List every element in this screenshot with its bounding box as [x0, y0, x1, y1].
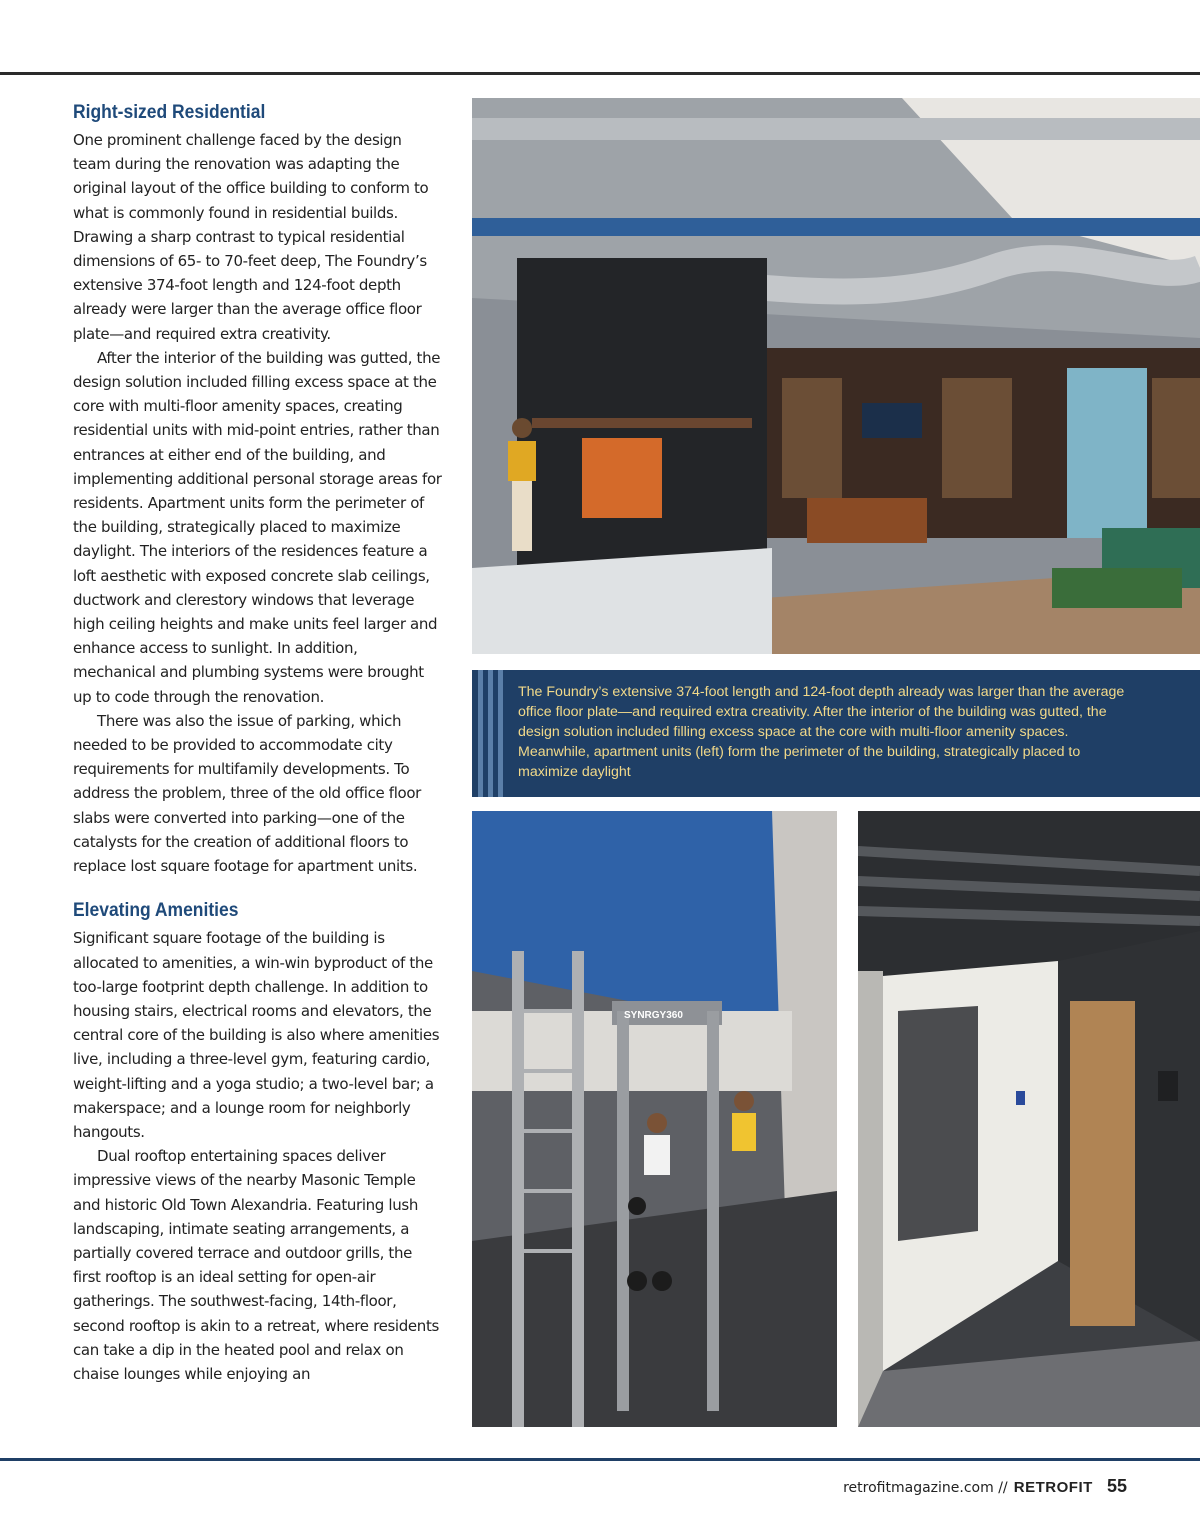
page-number: 55: [1106, 1476, 1127, 1496]
caption-accent-bar: [478, 670, 483, 797]
caption-text: The Foundry’s extensive 374-foot length and 124-foot depth already was larger than the average office floor plate—and required extra creativity. After the interior of the building was gutted, the design solution included filling excess space at the core with multi-floor amenity spaces. Meanwhile, apartment units (left) form the perimeter of the building, strategically placed to maximize daylight: [518, 684, 1125, 780]
footer-site: retrofitmagazine.com //: [843, 1480, 1008, 1496]
caption-accent-bar: [498, 670, 503, 797]
lounge-photo: [472, 98, 1200, 654]
corridor-photo: [858, 811, 1200, 1427]
section-heading-residential: Right-sized Residential: [73, 102, 266, 123]
paragraph: One prominent challenge faced by the design team during the renovation was adapting the original layout of the office building to conform to what is commonly found in residential builds. Drawing a sharp contrast to typical residential dimensions of 65- to 70-feet deep, The Foundry’s extensive 374-foot length and 124-foot depth already were larger than the average office floor plate—and required extra creativity.: [73, 131, 429, 343]
article-text-column: [73, 100, 443, 1386]
page-footer: [843, 1476, 1127, 1497]
photo-caption: [472, 670, 1200, 797]
bottom-rule: [0, 1458, 1200, 1461]
top-rule: [0, 72, 1200, 75]
section-heading-amenities: Elevating Amenities: [73, 900, 239, 922]
footer-magazine-name: RETROFIT: [1013, 1479, 1093, 1496]
paragraph: Dual rooftop entertaining spaces deliver impressive views of the nearby Masonic Temple and historic Old Town Alexandria. Featuring lush landscaping, intimate seating arrangements, a partially covered terrace and outdoor grills, the first rooftop is an ideal setting for open-air gatherings. The southwest-facing, 14th-floor, second rooftop is akin to a retreat, where residents can take a dip in the heated pool and relax on chaise lounges while enjoying an: [73, 1147, 439, 1383]
paragraph: There was also the issue of parking, which needed to be provided to accommodate city requirements for multifamily developments. To address the problem, three of the old office floor slabs were converted into parking—one of the catalysts for the creation of additional floors to replace lost square footage for apartment units.: [73, 711, 422, 876]
paragraph: After the interior of the building was gutted, the design solution included filling excess space at the core with multi-floor amenity spaces, creating residential units with mid-point entries, rather than entrances at either end of the building, and implementing additional personal storage areas for residents. Apartment units form the perimeter of the building, strategically placed to maximize daylight. The interiors of the residences feature a loft aesthetic with exposed concrete slab ceilings, ductwork and clerestory windows that leverage high ceiling heights and make units feel larger and enhance access to sunlight. In addition, mechanical and plumbing systems were brought up to code through the renovation.: [73, 348, 442, 706]
paragraph: Significant square footage of the building is allocated to amenities, a win-win byproduct of the too-large footprint depth challenge. In addition to housing stairs, electrical rooms and elevators, the central core of the building is also where amenities live, including a three-level gym, featuring cardio, weight-lifting and a yoga studio; a two-level bar; a makerspace; and a lounge room for neighborly hangouts.: [73, 929, 440, 1141]
gym-photo: [472, 811, 837, 1427]
gym-rig-sign: SYNRGY360: [624, 1010, 683, 1021]
caption-accent-bar: [488, 670, 493, 797]
